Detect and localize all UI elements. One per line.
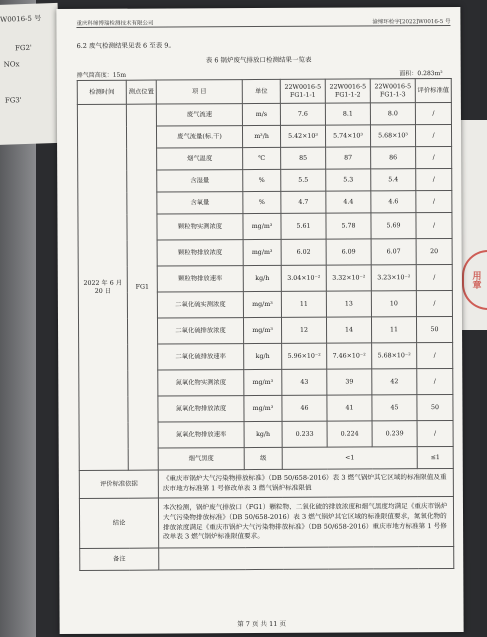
section-title: 6.2 废气检测结果见表 6 至表 9。	[76, 41, 175, 50]
basis-label: 评价标准依据	[79, 470, 158, 498]
page-number: 第 7 页 共 11 页	[237, 619, 286, 629]
header-limit: 评价标准值	[415, 78, 451, 102]
row-unit: kg/h	[243, 265, 281, 291]
row-value-3: 45	[372, 395, 417, 421]
row-unit: mg/m³	[244, 369, 282, 395]
row-value-1: 5.5	[281, 169, 326, 191]
row-unit: mg/m³	[243, 317, 281, 343]
row-value-1: 6.02	[281, 239, 326, 265]
row-value-1: 5.42×10³	[280, 125, 325, 147]
row-value-3: 42	[372, 369, 417, 395]
row-item: 二氧化硫排放速率	[158, 344, 244, 370]
remarks-row	[80, 546, 454, 570]
row-value-1: 5.96×10⁻²	[282, 343, 327, 369]
row-value-3: 6.07	[371, 239, 416, 265]
row-value-1: 11	[281, 291, 326, 317]
header-company: 重庆科缔博瑞检测技术有限公司	[76, 20, 154, 27]
row-unit: 级	[244, 447, 282, 469]
row-value-1: 43	[282, 369, 327, 395]
row-item: 废气流速	[156, 104, 242, 126]
test-point: FG1	[126, 104, 158, 470]
row-unit: m/s	[242, 103, 280, 125]
row-value-1: 0.233	[282, 421, 327, 447]
row-limit: /	[415, 102, 451, 124]
row-limit: /	[416, 168, 452, 190]
row-value-1: 4.7	[281, 191, 326, 213]
header-point: 测点位置	[126, 80, 156, 104]
row-value-2: 4.4	[326, 191, 371, 213]
row-unit: kg/h	[244, 343, 282, 369]
row-value-3: 8.0	[370, 103, 415, 125]
row-value-1: 12	[281, 317, 326, 343]
underlying-sheet-tag: W0016-5 号	[0, 14, 42, 24]
row-value-2: 6.09	[326, 239, 371, 265]
row-item: 颗粒物排放速率	[157, 266, 243, 292]
table-row	[77, 102, 451, 126]
header-item: 项 目	[156, 80, 242, 104]
row-unit: mg/m³	[244, 395, 282, 421]
stack-area: 面积：0.283m²	[399, 70, 443, 78]
page-header	[76, 15, 450, 28]
header-date: 检测时间	[77, 80, 126, 104]
row-value-3: 4.6	[371, 191, 416, 213]
row-value-1: 5.61	[281, 213, 326, 239]
test-date: 2022 年 6 月 20 日	[77, 104, 128, 470]
row-unit: mg/m³	[243, 239, 281, 265]
row-value-1: 85	[281, 147, 326, 169]
row-value-2: 8.1	[325, 103, 370, 125]
row-item: 颗粒物排放浓度	[157, 240, 243, 266]
row-item: 二氧化硫排放浓度	[157, 318, 243, 344]
row-limit: /	[416, 212, 452, 238]
row-value-3: 5.69	[371, 213, 416, 239]
remarks-label: 备注	[80, 548, 159, 570]
row-value-3: 11	[371, 317, 416, 343]
row-limit: /	[417, 368, 453, 394]
row-value-3: 10	[371, 291, 416, 317]
row-unit: %	[243, 191, 281, 213]
basis-row	[79, 468, 453, 498]
row-limit: /	[415, 124, 451, 146]
row-value-2: 13	[326, 291, 371, 317]
stack-height: 排气筒高度：15m	[76, 71, 127, 79]
underlying-sheet-label: FG2'	[14, 43, 33, 53]
row-value-3: 3.23×10⁻²	[371, 265, 416, 291]
row-limit: 20	[416, 238, 452, 264]
row-value-2: 41	[327, 395, 372, 421]
row-limit: /	[417, 342, 453, 368]
row-item: 废气流量(标.干)	[156, 126, 242, 148]
row-item: 氮氧化物实测浓度	[158, 370, 244, 396]
header-sample-3: 22W0016-5 FG1-1-3	[370, 79, 415, 103]
row-limit: ≤1	[417, 446, 453, 468]
row-limit: /	[416, 290, 452, 316]
row-value-3: 86	[371, 147, 416, 169]
row-unit: m³/h	[242, 125, 280, 147]
row-value-3: 5.4	[371, 169, 416, 191]
company-seal-stamp: 用章	[462, 250, 487, 310]
conclusion-row	[79, 496, 453, 548]
row-value-2: 0.224	[327, 421, 372, 447]
row-value-1: 46	[282, 395, 327, 421]
row-value-3: 5.68×10⁻²	[372, 343, 417, 369]
row-value-2: 3.32×10⁻²	[326, 265, 371, 291]
row-value-2: 39	[327, 369, 372, 395]
row-item: 氮氧化物排放浓度	[158, 396, 244, 422]
conclusion-text: 本次检测，锅炉废气排放口（FG1）颗粒物、二氧化硫的排放浓度和烟气黑度均满足《重庆市锅炉大气污染物排放标准》（DB 50/658-2016）表 3 燃气锅炉其它区域的标准限值要求，氮氧化物的排放浓度满足《重庆市锅炉大气污染物排放标准》（DB 50/658-2016）重庆市地方标准第 1 号修改单表 3 燃气锅炉标准限值要求。	[158, 496, 453, 548]
row-value-2: 14	[326, 317, 371, 343]
row-value-1: 3.04×10⁻²	[281, 265, 326, 291]
row-value-2: 5.3	[326, 169, 371, 191]
row-value-2: 7.46×10⁻²	[327, 343, 372, 369]
conclusion-label: 结论	[79, 498, 158, 548]
underlying-sheet-label: FG3'	[4, 96, 22, 105]
underlying-sheet	[0, 3, 62, 145]
row-value-1: 7.6	[280, 103, 325, 125]
row-value-3: 0.239	[372, 421, 417, 447]
table-header-row	[77, 78, 451, 104]
row-item: 烟气温度	[157, 148, 243, 170]
row-limit: /	[416, 190, 452, 212]
header-sample-2: 22W0016-5 FG1-1-2	[325, 79, 370, 103]
header-sample-1: 22W0016-5 FG1-1-1	[280, 79, 325, 103]
row-item: 氮氧化物排放速率	[158, 422, 244, 448]
row-limit: 50	[417, 394, 453, 420]
header-unit: 单位	[242, 79, 280, 103]
report-page	[56, 7, 463, 634]
row-limit: 50	[416, 316, 452, 342]
row-unit: mg/m³	[243, 291, 281, 317]
row-unit: ℃	[243, 147, 281, 169]
row-item: 烟气黑度	[158, 448, 244, 470]
results-table	[77, 78, 455, 571]
row-limit: /	[416, 146, 452, 168]
row-limit: /	[417, 420, 453, 446]
header-report-number: 渝缔环检字[2022]W0016-5 号	[372, 18, 451, 26]
row-item: 含湿量	[157, 170, 243, 192]
row-value-2: 87	[326, 147, 371, 169]
basis-text: 《重庆市锅炉大气污染物排放标准》（DB 50/658-2016）表 3 燃气锅炉其它区域的标准限值及重庆市地方标准第 1 号修改单表 3 燃气锅炉标准限值	[158, 468, 453, 498]
row-value-3: 5.68×10³	[370, 125, 415, 147]
row-unit: kg/h	[244, 421, 282, 447]
row-item: 二氧化硫实测浓度	[157, 292, 243, 318]
row-unit: mg/m³	[243, 213, 281, 239]
row-value-2: 5.74×10³	[325, 125, 370, 147]
row-value-2: 5.78	[326, 213, 371, 239]
row-item: 颗粒物实测浓度	[157, 214, 243, 240]
underlying-sheet-label: NOx	[3, 60, 20, 69]
row-item: 含氧量	[157, 192, 243, 214]
remarks-text	[159, 546, 454, 570]
row-value: <1	[282, 447, 417, 470]
row-limit: /	[416, 264, 452, 290]
row-unit: %	[243, 169, 281, 191]
table-caption: 表 6 锅炉废气排放口检测结果一览表	[205, 55, 312, 65]
